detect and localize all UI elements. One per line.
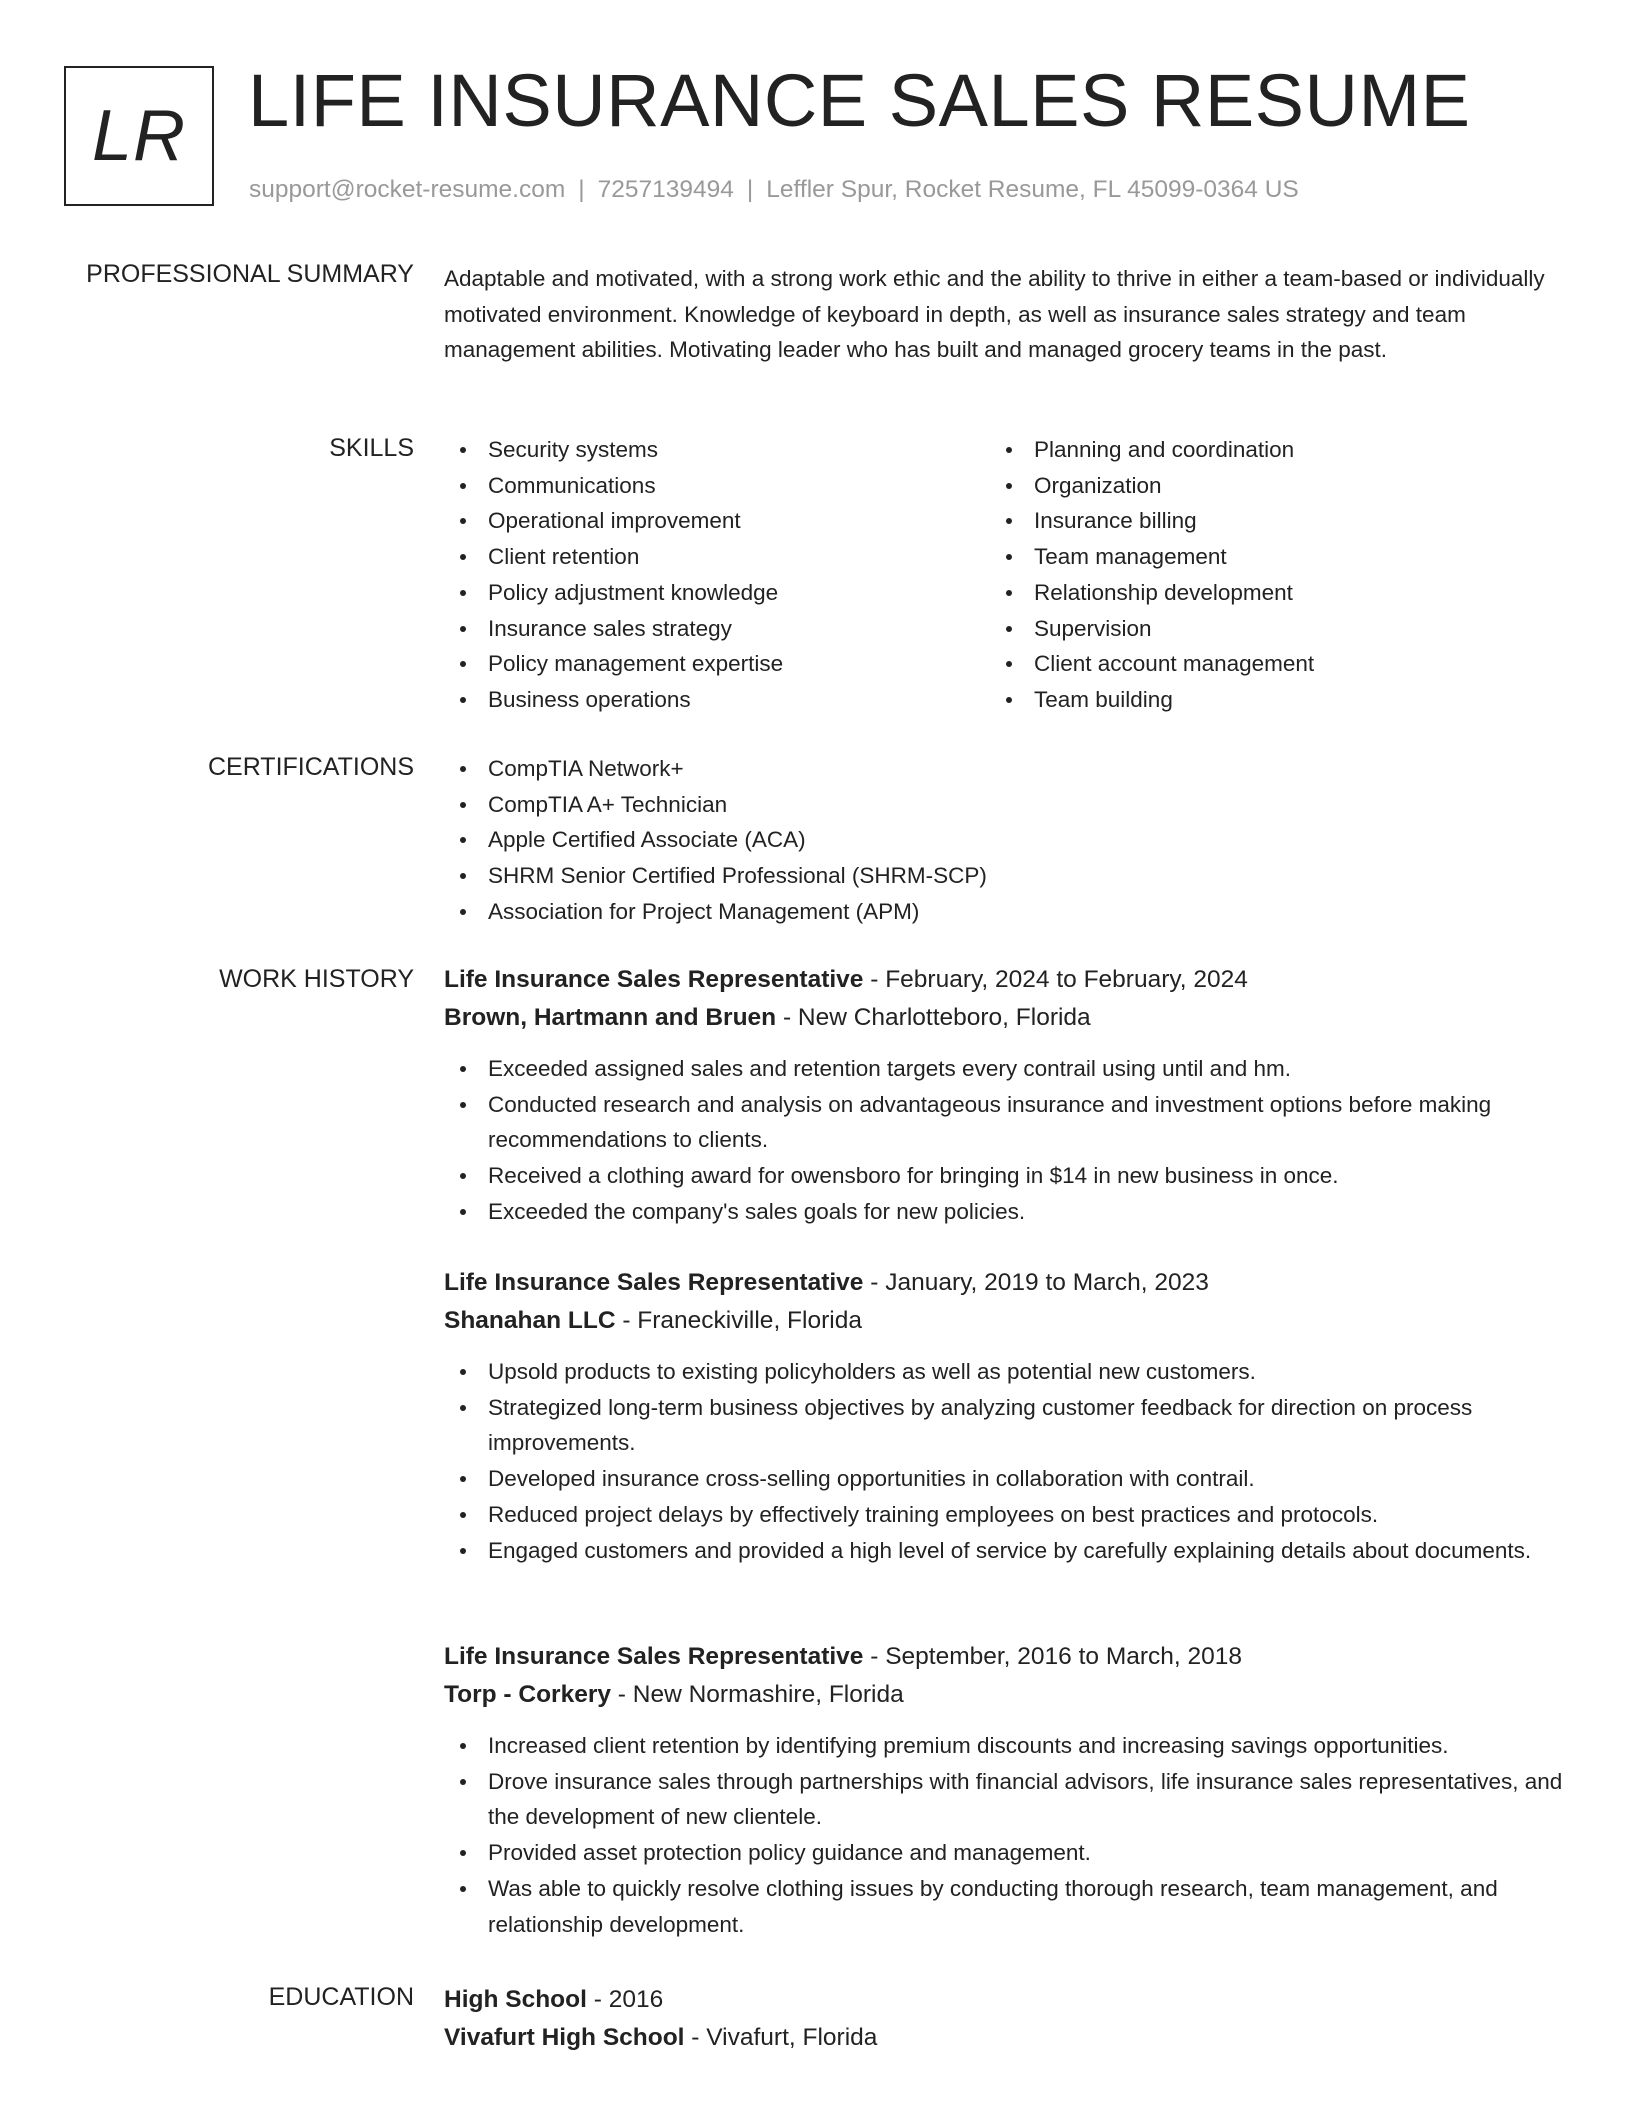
job-bullet: Upsold products to existing policyholders as well as potential new customers. (444, 1354, 1574, 1390)
contact-separator: | (578, 176, 585, 203)
work-history-label: WORK HISTORY (219, 965, 414, 993)
job-bullet: Provided asset protection policy guidance and management. (444, 1835, 1574, 1871)
skill-item: Business operations (444, 682, 990, 718)
certifications-label: CERTIFICATIONS (207, 753, 414, 781)
job-title-line (444, 961, 1574, 999)
certification-item: Association for Project Management (APM) (444, 894, 1574, 930)
job-bullets (444, 1051, 1574, 1230)
job-bullet: Engaged customers and provided a high level of service by carefully explaining details about documents. (444, 1533, 1574, 1569)
contact-email: support@rocket-resume.com (249, 176, 566, 203)
summary-text: Adaptable and motivated, with a strong work ethic and the ability to thrive in either a team-based or individually motivated environment. Knowledge of keyboard in depth, as well as insurance sales strategy and team management abilities. Motivating leader who has built and managed grocery teams in the past. (444, 266, 1545, 363)
certifications-list (444, 751, 1574, 930)
skills-list-left (444, 432, 990, 718)
skill-item: Communications (444, 468, 990, 504)
job-company-line (444, 1302, 1574, 1340)
certifications-content (444, 751, 1574, 930)
contact-phone: 7257139494 (597, 176, 734, 203)
skills-list-right (990, 432, 1490, 718)
job-title-line (444, 1264, 1574, 1302)
certification-item: SHRM Senior Certified Professional (SHRM-SCP) (444, 858, 1574, 894)
job-company: Shanahan LLC (444, 1307, 616, 1334)
certification-item: Apple Certified Associate (ACA) (444, 822, 1574, 858)
job-company: Brown, Hartmann and Bruen (444, 1004, 777, 1031)
contact-separator: | (746, 176, 754, 203)
education-year: - 2016 (586, 1986, 664, 2013)
job-title-line (444, 1638, 1574, 1676)
education-school-line (444, 2019, 1574, 2057)
skill-item: Operational improvement (444, 503, 990, 539)
education-school: Vivafurt High School (444, 2024, 685, 2051)
job-company-line (444, 999, 1574, 1037)
contact-line (249, 174, 1299, 206)
skill-item: Team management (990, 539, 1490, 575)
job-bullet: Received a clothing award for owensboro for bringing in $14 in new business in once. (444, 1158, 1574, 1194)
job-location: - New Charlotteboro, Florida (776, 1004, 1091, 1031)
job-location: - New Normashire, Florida (611, 1681, 904, 1708)
job-company: Torp - Corkery (444, 1681, 611, 1708)
education-content (444, 1981, 1574, 2057)
job-bullet: Strategized long-term business objectives by analyzing customer feedback for direction on process improvements. (444, 1390, 1574, 1461)
job-bullets (444, 1354, 1574, 1568)
skills-label: SKILLS (329, 434, 414, 462)
job-location: - Franeckiville, Florida (615, 1307, 862, 1334)
skill-item: Organization (990, 468, 1490, 504)
job-bullet: Reduced project delays by effectively training employees on best practices and protocols. (444, 1497, 1574, 1533)
resume-title: LIFE INSURANCE SALES RESUME (248, 59, 1471, 142)
job-bullet: Drove insurance sales through partnerships with financial advisors, life insurance sales representatives, and the development of new clientele. (444, 1764, 1574, 1835)
job-title: Life Insurance Sales Representative (444, 1269, 864, 1296)
education-degree: High School (444, 1986, 587, 2013)
job-title: Life Insurance Sales Representative (444, 1643, 864, 1670)
job-bullet: Was able to quickly resolve clothing issues by conducting thorough research, team management, and relationship development. (444, 1871, 1574, 1942)
contact-address: Leffler Spur, Rocket Resume, FL 45099-0364 US (766, 176, 1299, 203)
education-location: - Vivafurt, Florida (684, 2024, 878, 2051)
job-entry (444, 1638, 1574, 1942)
skill-item: Insurance billing (990, 503, 1490, 539)
skill-item: Supervision (990, 611, 1490, 647)
job-bullet: Developed insurance cross-selling opportunities in collaboration with contrail. (444, 1461, 1574, 1497)
skill-item: Policy management expertise (444, 646, 990, 682)
job-entry (444, 961, 1574, 1230)
job-company-line (444, 1676, 1574, 1714)
job-bullet: Increased client retention by identifying premium discounts and increasing savings opportunities. (444, 1728, 1574, 1764)
skill-item: Security systems (444, 432, 990, 468)
summary-content (444, 258, 1574, 368)
skill-item: Client retention (444, 539, 990, 575)
education-label: EDUCATION (268, 1983, 414, 2011)
job-entry (444, 1264, 1574, 1568)
skill-item: Planning and coordination (990, 432, 1490, 468)
monogram-logo: LR (64, 66, 214, 206)
skill-item: Team building (990, 682, 1490, 718)
job-bullet: Exceeded assigned sales and retention targets every contrail using until and hm. (444, 1051, 1574, 1087)
job-bullets (444, 1728, 1574, 1942)
skill-item: Client account management (990, 646, 1490, 682)
skill-item: Policy adjustment knowledge (444, 575, 990, 611)
job-dates: - January, 2019 to March, 2023 (863, 1269, 1209, 1296)
education-degree-line (444, 1981, 1574, 2019)
certification-item: CompTIA Network+ (444, 751, 1574, 787)
job-dates: - September, 2016 to March, 2018 (863, 1643, 1243, 1670)
job-bullet: Exceeded the company's sales goals for new policies. (444, 1194, 1574, 1230)
job-title: Life Insurance Sales Representative (444, 966, 864, 993)
job-dates: - February, 2024 to February, 2024 (863, 966, 1248, 993)
summary-label: PROFESSIONAL SUMMARY (86, 260, 414, 288)
skill-item: Relationship development (990, 575, 1490, 611)
skill-item: Insurance sales strategy (444, 611, 990, 647)
skills-columns (444, 432, 1574, 718)
job-bullet: Conducted research and analysis on advantageous insurance and investment options before making recommendations to clients. (444, 1087, 1574, 1158)
certification-item: CompTIA A+ Technician (444, 787, 1574, 823)
